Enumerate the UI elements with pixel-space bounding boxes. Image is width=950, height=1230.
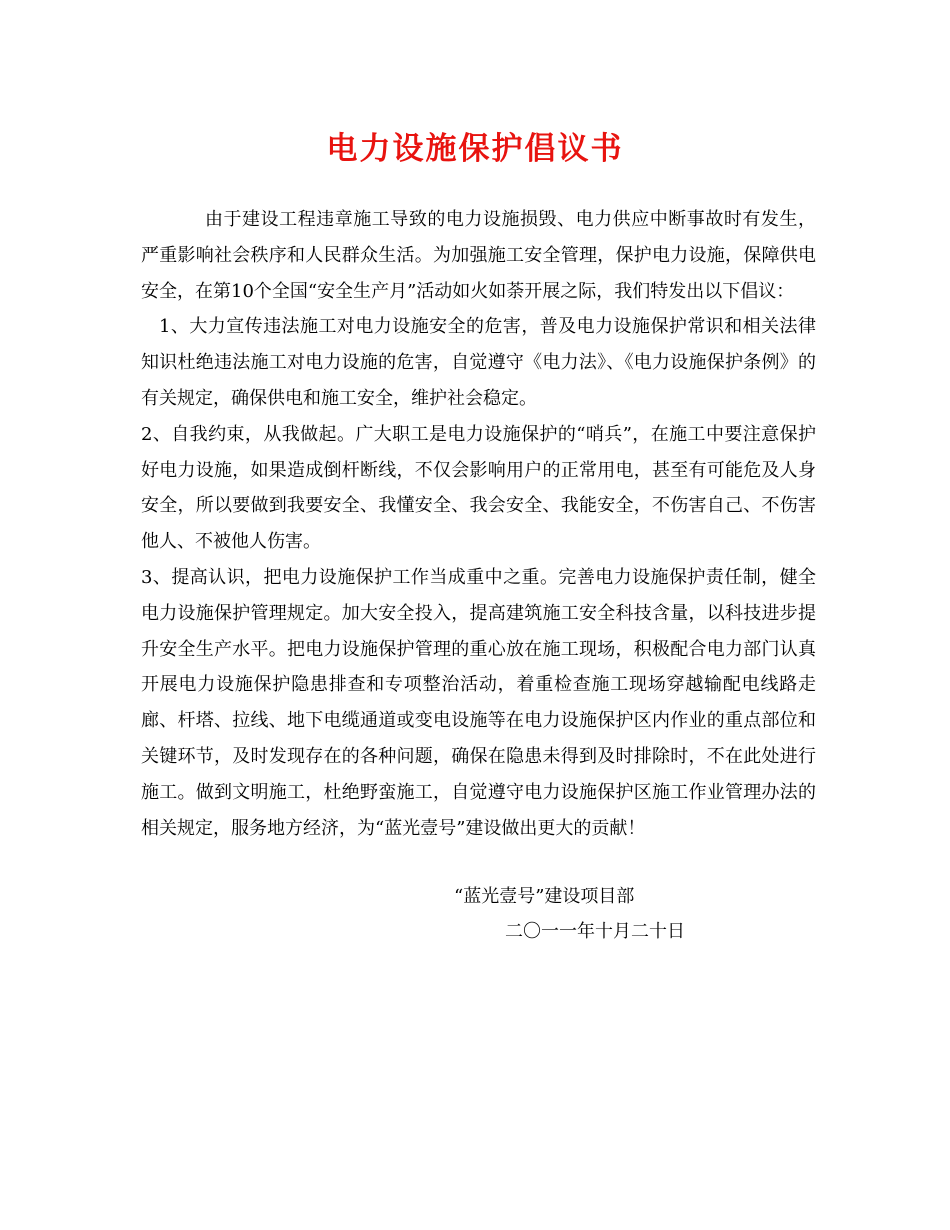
proposal-item-1: 1、大力宣传违法施工对电力设施安全的危害，普及电力设施保护常识和相关法律知识杜绝违法施工对电力设施的危害，自觉遵守《电力法》、《电力设施保护条例》的有关规定，确保供电和施工安全，维护社会稳定。: [141, 316, 816, 409]
proposal-item-3: 3、提高认识，把电力设施保护工作当成重中之重。完善电力设施保护责任制，健全电力设施保护管理规定。加大安全投入，提高建筑施工安全科技含量，以科技进步提升安全生产水平。把电力设施保护管理的重心放在施工现场，积极配合电力部门认真开展电力设施保护隐患排查和专项整治活动，着重检查施工现场穿越输配电线路走廊、杆塔、拉线、地下电缆通道或变电设施等在电力设施保护区内作业的重点部位和关键环节，及时发现存在的各种问题，确保在隐患未得到及时排除时，不在此处进行施工。做到文明施工，杜绝野蛮施工，自觉遵守电力设施保护区施工作业管理办法的相关规定，服务地方经济，为“蓝光壹号”建设做出更大的贡献！: [141, 566, 816, 839]
signature-organization: “蓝光壹号”建设项目部: [454, 886, 635, 907]
proposal-item-2: 2、自我约束，从我做起。广大职工是电力设施保护的“哨兵”，在施工中要注意保护好电力设施，如果造成倒杆断线，不仅会影响用户的正常用电，甚至有可能危及人身安全，所以要做到我要安全、我懂安全、我会安全、我能安全，不伤害自己、不伤害他人、不被他人伤害。: [141, 423, 816, 553]
intro-paragraph: 由于建设工程违章施工导致的电力设施损毁、电力供应中断事故时有发生，严重影响社会秩序和人民群众生活。为加强施工安全管理，保护电力设施，保障供电安全，在第10个全国“安全生产月”活动如火如荼开展之际，我们特发出以下倡议：: [141, 209, 816, 302]
document-title: 电力设施保护倡议书: [326, 131, 624, 167]
document-body: [141, 202, 816, 846]
signature-date: 二〇一一年十月二十日: [505, 921, 685, 942]
